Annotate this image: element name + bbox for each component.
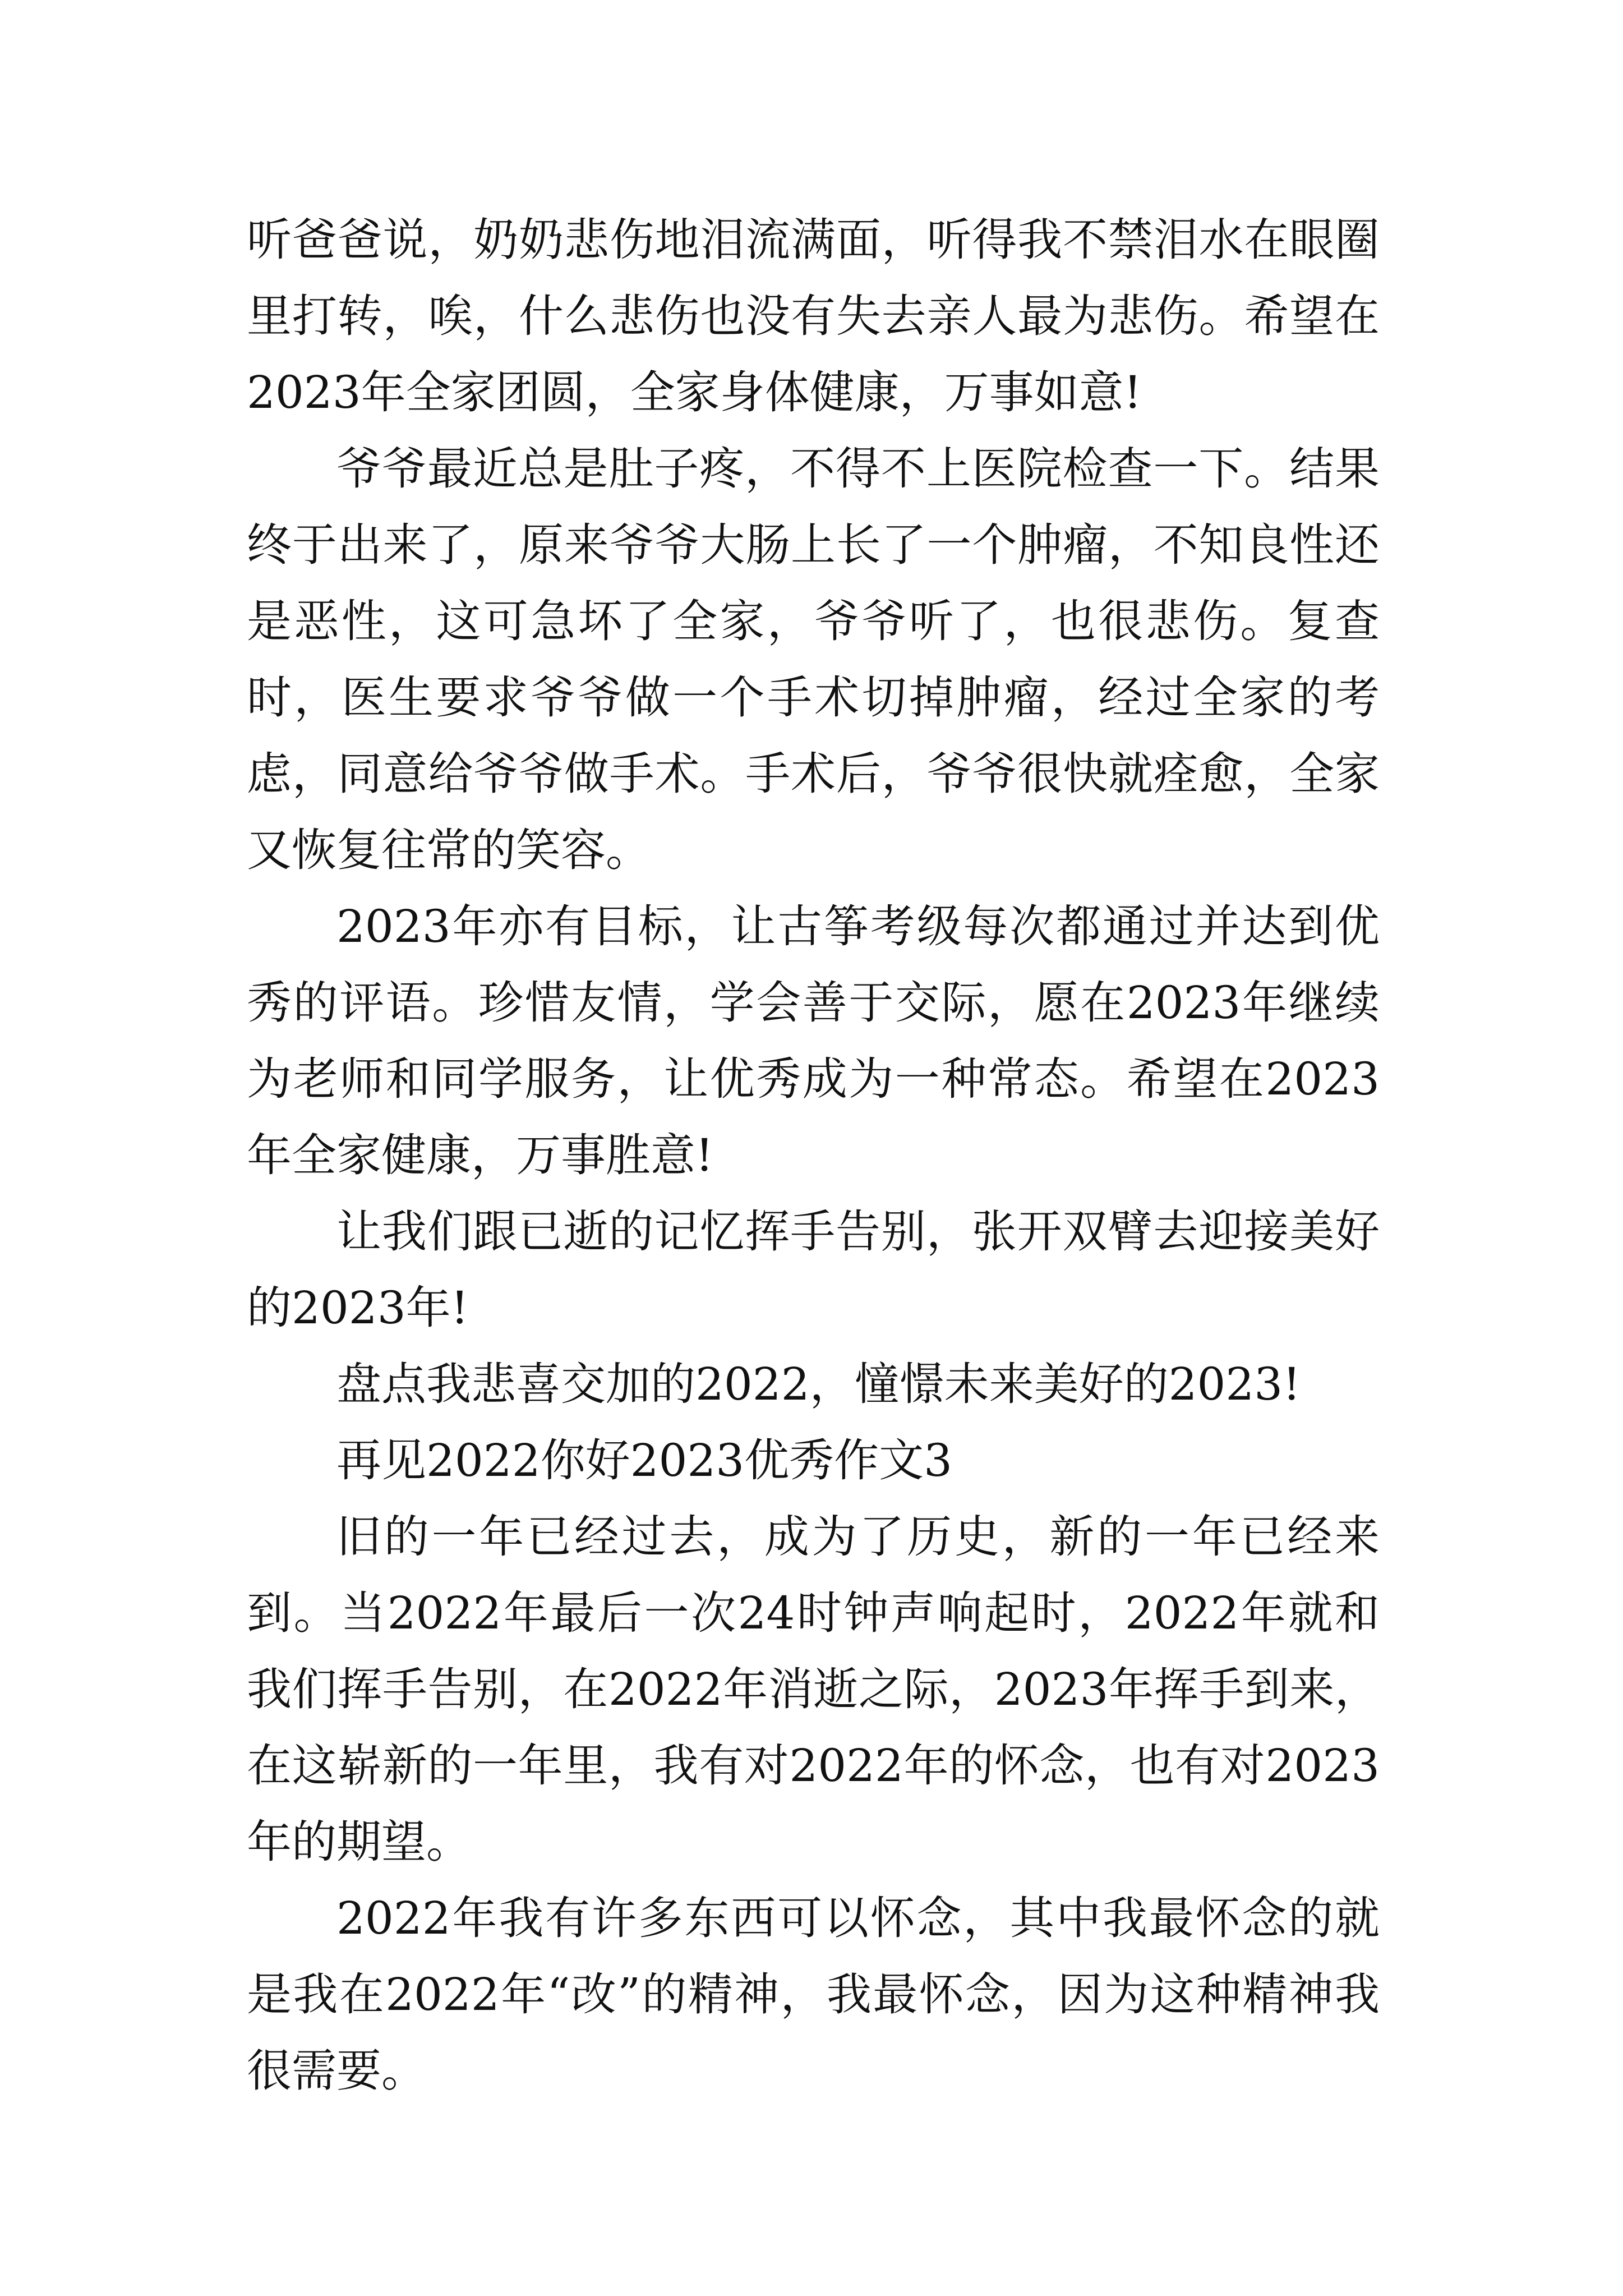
paragraph-4: 让我们跟已逝的记忆挥手告别，张开双臂去迎接美好的2023年! <box>247 1205 1380 1334</box>
paragraph-1: 听爸爸说，奶奶悲伤地泪流满面，听得我不禁泪水在眼圈里打转，唉，什么悲伤也没有失去亲人最为悲伤。希望在2023年全家团圆，全家身体健康，万事如意! <box>247 214 1380 418</box>
paragraph-2: 爷爷最近总是肚子疼，不得不上医院检查一下。结果终于出来了，原来爷爷大肠上长了一个肿瘤，不知良性还是恶性，这可急坏了全家，爷爷听了，也很悲伤。复查时，医生要求爷爷做一个手术切掉肿瘤，经过全家的考虑，同意给爷爷做手术。手术后，爷爷很快就痊愈，全家又恢复往常的笑容。 <box>247 443 1380 876</box>
paragraph-8: 2022年我有许多东西可以怀念，其中我最怀念的就是我在2022年“改”的精神，我最怀念，因为这种精神我很需要。 <box>247 1892 1380 2097</box>
paragraph-7: 旧的一年已经过去，成为了历史，新的一年已经来到。当2022年最后一次24时钟声响起时，2022年就和我们挥手告别，在2022年消逝之际，2023年挥手到来，在这崭新的一年里，我有对2022年的怀念，也有对2023年的期望。 <box>247 1511 1380 1868</box>
paragraph-3: 2023年亦有目标，让古筝考级每次都通过并达到优秀的评语。珍惜友情，学会善于交际，愿在2023年继续为老师和同学服务，让优秀成为一种常态。希望在2023年全家健康，万事胜意! <box>247 900 1380 1181</box>
document-body <box>247 202 1380 2109</box>
paragraph-5: 盘点我悲喜交加的2022，憧憬未来美好的2023! <box>336 1358 1301 1410</box>
paragraph-6-heading: 再见2022你好2023优秀作文3 <box>336 1434 953 1487</box>
